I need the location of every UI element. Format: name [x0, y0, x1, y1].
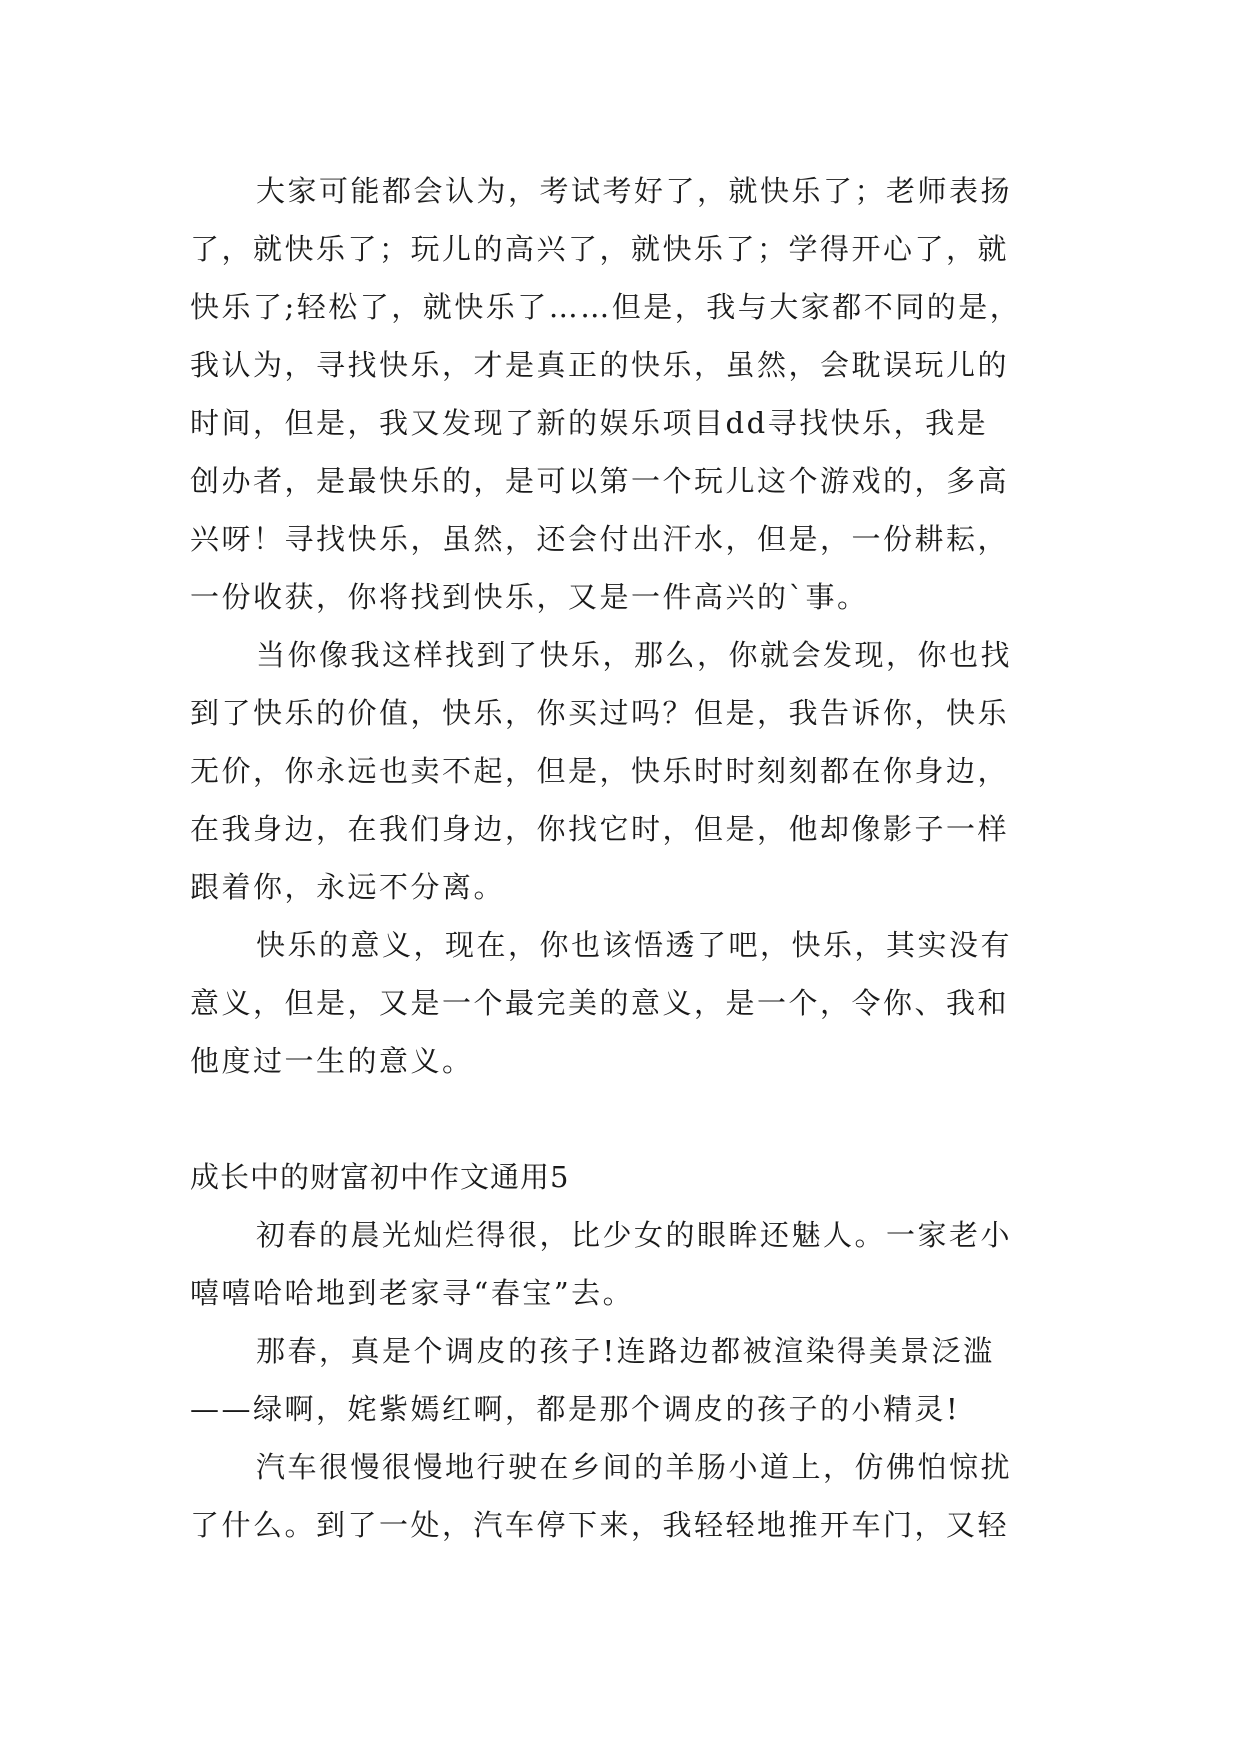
paragraph	[190, 1438, 1056, 1554]
paragraph	[190, 1206, 1056, 1322]
text-line: 当你像我这样找到了快乐，那么，你就会发现，你也找	[256, 638, 1013, 672]
text-line: 了什么。到了一处，汽车停下来，我轻轻地推开车门，又轻	[190, 1508, 1010, 1542]
section-heading: 成长中的财富初中作文通用5	[190, 1160, 570, 1194]
document-page	[190, 162, 1056, 1554]
text-line: 时间，但是，我又发现了新的娱乐项目dd寻找快乐，我是	[190, 406, 989, 440]
text-line: 兴呀！寻找快乐，虽然，还会付出汗水，但是，一份耕耘，	[190, 522, 1010, 556]
text-line: 无价，你永远也卖不起，但是，快乐时时刻刻都在你身边，	[190, 754, 1010, 788]
text-line: ——绿啊，姹紫嫣红啊，都是那个调皮的孩子的小精灵!	[190, 1392, 961, 1426]
text-line: 初春的晨光灿烂得很，比少女的眼眸还魅人。一家老小	[256, 1218, 1013, 1252]
text-line: 在我身边，在我们身边，你找它时，但是，他却像影子一样	[190, 812, 1010, 846]
paragraph	[190, 162, 1056, 626]
text-line: 那春，真是个调皮的孩子!连路边都被渲染得美景泛滥	[256, 1334, 995, 1368]
paragraph	[190, 916, 1056, 1090]
text-line: 了，就快乐了；玩儿的高兴了，就快乐了；学得开心了，就	[190, 232, 1010, 266]
text-line: 嘻嘻哈哈地到老家寻“春宝”去。	[190, 1276, 635, 1310]
text-line: 快乐了;轻松了，就快乐了……但是，我与大家都不同的是，	[190, 290, 1022, 324]
text-line: 创办者，是最快乐的，是可以第一个玩儿这个游戏的，多高	[190, 464, 1010, 498]
text-line: 他度过一生的意义。	[190, 1044, 474, 1078]
text-line: 意义，但是，又是一个最完美的意义，是一个，令你、我和	[190, 986, 1010, 1020]
text-line: 我认为，寻找快乐，才是真正的快乐，虽然，会耽误玩儿的	[190, 348, 1010, 382]
paragraph	[190, 1322, 1056, 1438]
text-line: 一份收获，你将找到快乐，又是一件高兴的`事。	[190, 580, 869, 614]
text-line: 大家可能都会认为，考试考好了，就快乐了；老师表扬	[256, 174, 1013, 208]
text-line: 到了快乐的价值，快乐，你买过吗？但是，我告诉你，快乐	[190, 696, 1010, 730]
text-line: 快乐的意义，现在，你也该悟透了吧，快乐，其实没有	[256, 928, 1013, 962]
paragraph	[190, 626, 1056, 916]
text-line: 汽车很慢很慢地行驶在乡间的羊肠小道上，仿佛怕惊扰	[256, 1450, 1013, 1484]
section-spacer	[190, 1090, 1056, 1148]
text-line: 跟着你，永远不分离。	[190, 870, 506, 904]
